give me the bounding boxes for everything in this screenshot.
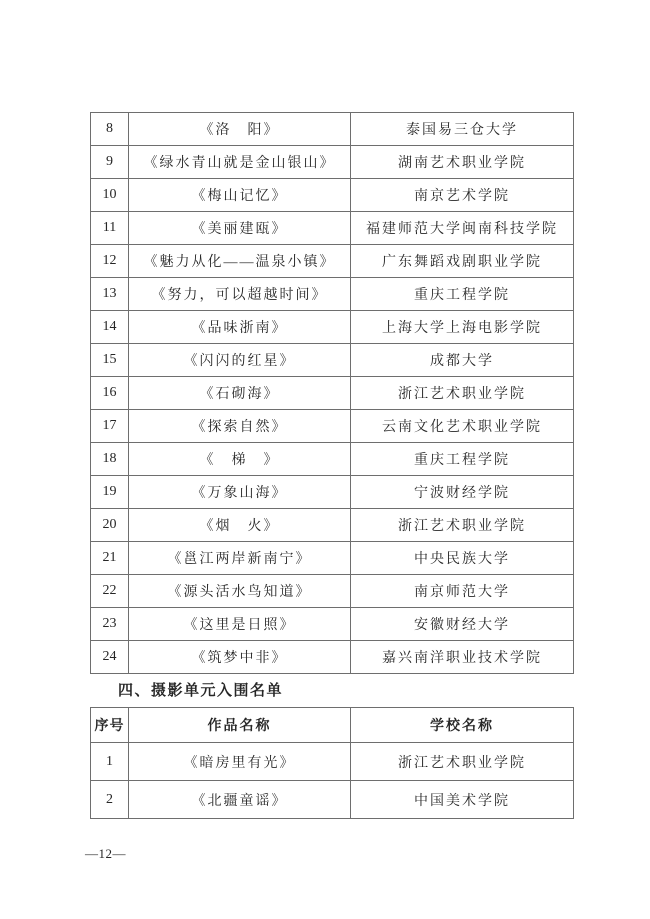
cell-no: 1 (91, 743, 129, 781)
cell-no: 10 (91, 179, 129, 212)
header-work-title: 作品名称 (129, 708, 351, 743)
cell-school: 福建师范大学闽南科技学院 (351, 212, 574, 245)
cell-title: 《烟 火》 (129, 509, 351, 542)
video-shortlist-table-body (91, 113, 574, 674)
cell-school: 南京师范大学 (351, 575, 574, 608)
cell-school: 浙江艺术职业学院 (351, 377, 574, 410)
table-row (91, 245, 574, 278)
table-row (91, 410, 574, 443)
cell-no: 11 (91, 212, 129, 245)
table-row (91, 781, 574, 819)
header-serial-number: 序号 (91, 708, 129, 743)
video-shortlist-table (90, 112, 574, 674)
table-row (91, 278, 574, 311)
cell-no: 15 (91, 344, 129, 377)
cell-school: 泰国易三仓大学 (351, 113, 574, 146)
cell-no: 9 (91, 146, 129, 179)
table-row (91, 641, 574, 674)
table-row (91, 608, 574, 641)
cell-school: 中央民族大学 (351, 542, 574, 575)
cell-no: 21 (91, 542, 129, 575)
table-row (91, 311, 574, 344)
cell-no: 16 (91, 377, 129, 410)
table-row (91, 146, 574, 179)
cell-title: 《石砌海》 (129, 377, 351, 410)
table-row (91, 509, 574, 542)
cell-title: 《 梯 》 (129, 443, 351, 476)
header-school-name: 学校名称 (351, 708, 574, 743)
cell-title: 《美丽建瓯》 (129, 212, 351, 245)
cell-school: 嘉兴南洋职业技术学院 (351, 641, 574, 674)
cell-school: 重庆工程学院 (351, 278, 574, 311)
cell-school: 浙江艺术职业学院 (351, 743, 574, 781)
cell-title: 《梅山记忆》 (129, 179, 351, 212)
cell-no: 20 (91, 509, 129, 542)
table-row (91, 212, 574, 245)
cell-no: 12 (91, 245, 129, 278)
table-row (91, 443, 574, 476)
cell-no: 14 (91, 311, 129, 344)
table-row (91, 344, 574, 377)
cell-school: 广东舞蹈戏剧职业学院 (351, 245, 574, 278)
cell-school: 湖南艺术职业学院 (351, 146, 574, 179)
table-row (91, 113, 574, 146)
cell-school: 南京艺术学院 (351, 179, 574, 212)
cell-title: 《品味浙南》 (129, 311, 351, 344)
table-row (91, 377, 574, 410)
cell-no: 23 (91, 608, 129, 641)
cell-title: 《邕江两岸新南宁》 (129, 542, 351, 575)
cell-school: 上海大学上海电影学院 (351, 311, 574, 344)
table-row (91, 575, 574, 608)
cell-title: 《绿水青山就是金山银山》 (129, 146, 351, 179)
cell-no: 22 (91, 575, 129, 608)
cell-school: 浙江艺术职业学院 (351, 509, 574, 542)
photo-shortlist-table (90, 707, 574, 819)
cell-title: 《北疆童谣》 (129, 781, 351, 819)
cell-no: 13 (91, 278, 129, 311)
cell-school: 宁波财经学院 (351, 476, 574, 509)
cell-school: 安徽财经大学 (351, 608, 574, 641)
cell-no: 2 (91, 781, 129, 819)
cell-school: 成都大学 (351, 344, 574, 377)
page-number: —12— (85, 846, 126, 861)
cell-title: 《努力，可以超越时间》 (129, 278, 351, 311)
cell-no: 19 (91, 476, 129, 509)
section-title-photography-shortlist: 四、摄影单元入围名单 (118, 683, 284, 699)
cell-title: 《洛 阳》 (129, 113, 351, 146)
cell-title: 《探索自然》 (129, 410, 351, 443)
cell-title: 《暗房里有光》 (129, 743, 351, 781)
cell-title: 《万象山海》 (129, 476, 351, 509)
cell-no: 24 (91, 641, 129, 674)
table-row (91, 743, 574, 781)
cell-school: 云南文化艺术职业学院 (351, 410, 574, 443)
cell-school: 重庆工程学院 (351, 443, 574, 476)
table-row (91, 179, 574, 212)
table-row (91, 542, 574, 575)
photo-shortlist-table-body (91, 743, 574, 819)
cell-title: 《闪闪的红星》 (129, 344, 351, 377)
cell-title: 《魅力从化——温泉小镇》 (129, 245, 351, 278)
cell-no: 8 (91, 113, 129, 146)
cell-no: 18 (91, 443, 129, 476)
table-row (91, 476, 574, 509)
cell-title: 《源头活水鸟知道》 (129, 575, 351, 608)
cell-no: 17 (91, 410, 129, 443)
cell-title: 《筑梦中非》 (129, 641, 351, 674)
cell-title: 《这里是日照》 (129, 608, 351, 641)
table-header-row (91, 708, 574, 743)
cell-school: 中国美术学院 (351, 781, 574, 819)
